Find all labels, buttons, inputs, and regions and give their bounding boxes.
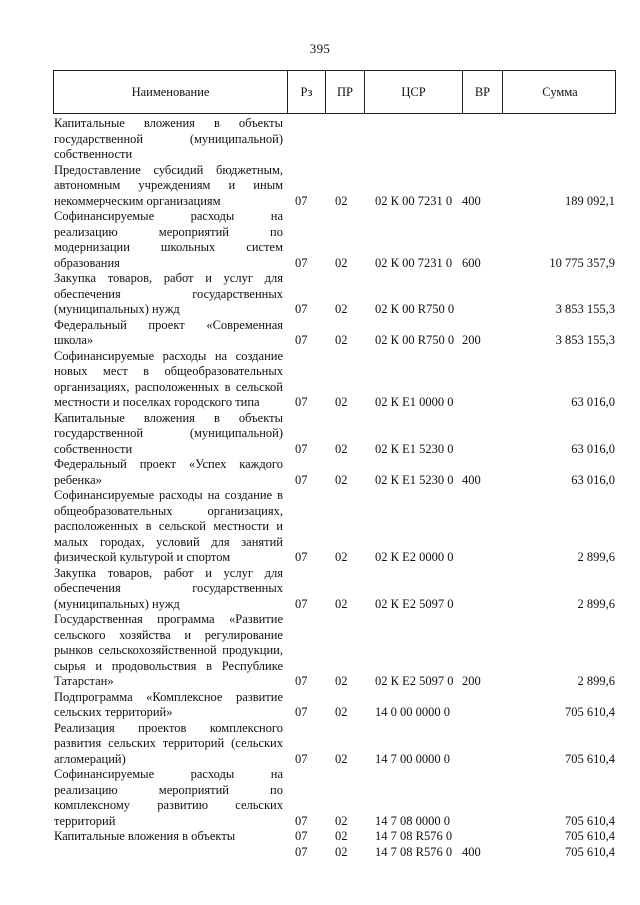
row-sum: 705 610,4 bbox=[565, 844, 615, 859]
header-name: Наименование bbox=[54, 71, 288, 113]
table-row bbox=[53, 566, 616, 613]
row-name: Закупка товаров, работ и услуг для обеспечения государственных (муниципальных) нужд bbox=[54, 271, 283, 316]
table-row bbox=[53, 349, 616, 411]
row-name: Софинансируемые расходы на создание в общеобразовательных организациях, расположенных в сельской местности и малых городах, условий для занятий физической культурой и спортом bbox=[54, 488, 283, 564]
row-pr: 02 bbox=[335, 829, 348, 843]
row-pr bbox=[325, 116, 364, 163]
row-rz: 07 bbox=[295, 550, 308, 564]
table-row bbox=[53, 163, 616, 210]
budget-table bbox=[53, 70, 616, 860]
row-pr: 02 bbox=[335, 596, 348, 611]
row-sum bbox=[502, 116, 616, 163]
row-csr: 02 К Е1 0000 0 bbox=[375, 395, 454, 409]
row-name: Федеральный проект «Успех каждого ребенка» bbox=[54, 457, 283, 487]
row-csr: 14 7 08 0000 0 bbox=[375, 813, 450, 828]
row-pr: 02 bbox=[335, 302, 348, 316]
header-csr: ЦСР bbox=[365, 71, 463, 113]
row-pr: 02 bbox=[335, 751, 348, 766]
row-csr: 02 К Е2 5097 0 bbox=[375, 596, 454, 611]
row-vr: 400 bbox=[462, 844, 481, 859]
row-name: Софинансируемые расходы на создание новых мест в общеобразовательных организациях, расположенных в сельской местности и поселках городского типа bbox=[54, 348, 283, 409]
row-vr: 200 bbox=[462, 674, 481, 688]
table-row bbox=[53, 457, 616, 488]
row-rz: 07 bbox=[295, 674, 308, 688]
row-pr: 02 bbox=[335, 813, 348, 828]
row-name: Предоставление субсидий бюджетным, автономным учреждениям и иным некоммерческим организациям bbox=[54, 162, 283, 208]
row-rz: 07 bbox=[295, 844, 308, 859]
row-pr: 02 bbox=[335, 844, 348, 859]
table-header bbox=[53, 70, 616, 114]
row-vr bbox=[462, 566, 502, 613]
row-vr: 600 bbox=[462, 255, 481, 270]
page-number: 395 bbox=[309, 41, 331, 56]
row-name: Подпрограмма «Комплексное развитие сельских территорий» bbox=[54, 689, 283, 719]
row-csr: 02 К Е2 5097 0 bbox=[375, 674, 454, 688]
row-csr: 02 К Е1 5230 0 bbox=[375, 441, 454, 456]
row-sum: 705 610,4 bbox=[565, 705, 615, 719]
row-sum: 63 016,0 bbox=[571, 441, 615, 456]
row-csr: 14 7 00 0000 0 bbox=[375, 751, 450, 766]
row-name: Софинансируемые расходы на реализацию мероприятий по модернизации школьных систем образования bbox=[54, 209, 283, 270]
row-pr: 02 bbox=[335, 193, 348, 208]
table-row bbox=[53, 829, 616, 845]
row-sum: 2 899,6 bbox=[577, 596, 615, 611]
row-csr: 02 К 00 7231 0 bbox=[375, 193, 453, 208]
table-row bbox=[53, 318, 616, 349]
row-csr: 02 К Е1 5230 0 bbox=[375, 472, 454, 487]
table-row bbox=[53, 767, 616, 829]
row-name: Закупка товаров, работ и услуг для обеспечения государственных (муниципальных) нужд bbox=[54, 565, 283, 611]
row-sum: 189 092,1 bbox=[565, 193, 615, 208]
row-name: Капитальные вложения в объекты bbox=[54, 829, 236, 843]
table-row bbox=[53, 116, 616, 163]
row-vr bbox=[462, 116, 502, 163]
row-csr: 02 К 00 7231 0 bbox=[375, 255, 453, 270]
row-rz: 07 bbox=[295, 255, 308, 270]
row-name: Капитальные вложения в объекты государственной (муниципальной) собственности bbox=[54, 410, 283, 456]
row-rz: 07 bbox=[295, 751, 308, 766]
table-row bbox=[53, 612, 616, 690]
row-vr: 400 bbox=[462, 193, 481, 208]
table-row bbox=[53, 690, 616, 721]
row-rz: 07 bbox=[295, 829, 308, 843]
table-row bbox=[53, 411, 616, 458]
row-sum: 63 016,0 bbox=[571, 395, 615, 409]
row-pr: 02 bbox=[335, 395, 348, 409]
row-pr: 02 bbox=[335, 550, 348, 564]
row-pr: 02 bbox=[335, 255, 348, 270]
header-rz: Рз bbox=[288, 71, 326, 113]
row-rz: 07 bbox=[295, 333, 308, 347]
row-rz: 07 bbox=[295, 193, 308, 208]
row-rz bbox=[287, 116, 325, 163]
header-vr: ВР bbox=[463, 71, 503, 113]
table-row bbox=[53, 209, 616, 271]
table-row bbox=[53, 845, 616, 861]
row-sum: 63 016,0 bbox=[571, 472, 615, 487]
row-rz: 07 bbox=[295, 441, 308, 456]
row-csr: 14 0 00 0000 0 bbox=[375, 705, 450, 719]
row-sum: 705 610,4 bbox=[565, 751, 615, 766]
row-pr: 02 bbox=[335, 472, 348, 487]
row-sum: 705 610,4 bbox=[565, 813, 615, 828]
row-sum: 3 853 155,3 bbox=[555, 333, 615, 347]
row-vr: 400 bbox=[462, 472, 481, 487]
table-body bbox=[53, 116, 616, 860]
row-csr: 14 7 08 R576 0 bbox=[375, 829, 453, 843]
row-csr: 14 7 08 R576 0 bbox=[375, 844, 453, 859]
row-sum: 3 853 155,3 bbox=[555, 302, 615, 316]
row-csr bbox=[364, 116, 462, 163]
row-vr: 200 bbox=[462, 333, 481, 347]
row-name: Капитальные вложения в объекты государственной (муниципальной) собственности bbox=[54, 116, 283, 161]
row-rz: 07 bbox=[295, 705, 308, 719]
row-name bbox=[53, 845, 287, 861]
row-vr bbox=[462, 690, 502, 721]
row-sum: 10 775 357,9 bbox=[549, 255, 615, 270]
row-sum: 2 899,6 bbox=[577, 674, 615, 688]
row-rz: 07 bbox=[295, 472, 308, 487]
row-pr: 02 bbox=[335, 333, 348, 347]
row-name: Реализация проектов комплексного развития сельских территорий (сельских агломераций) bbox=[54, 720, 283, 766]
row-vr bbox=[462, 349, 502, 411]
row-vr bbox=[462, 721, 502, 768]
row-name: Федеральный проект «Современная школа» bbox=[54, 317, 283, 347]
row-rz: 07 bbox=[295, 395, 308, 409]
row-pr: 02 bbox=[335, 441, 348, 456]
row-sum: 2 899,6 bbox=[577, 550, 615, 564]
row-name: Государственная программа «Развитие сельского хозяйства и регулирование рынков сельскохозяйственной продукции, сырья и продовольствия в Республике Татарстан» bbox=[54, 612, 283, 688]
row-sum: 705 610,4 bbox=[565, 829, 615, 843]
row-name: Софинансируемые расходы на реализацию мероприятий по комплексному развитию сельских территорий bbox=[54, 767, 283, 828]
row-csr: 02 К 00 R750 0 bbox=[375, 302, 455, 316]
row-pr: 02 bbox=[335, 674, 348, 688]
row-vr bbox=[462, 767, 502, 829]
row-rz: 07 bbox=[295, 596, 308, 611]
row-vr bbox=[462, 271, 502, 318]
row-vr bbox=[462, 488, 502, 566]
row-pr: 02 bbox=[335, 705, 348, 719]
row-rz: 07 bbox=[295, 302, 308, 316]
row-vr bbox=[462, 411, 502, 458]
row-csr: 02 К 00 R750 0 bbox=[375, 333, 455, 347]
row-vr bbox=[462, 829, 502, 845]
table-row bbox=[53, 271, 616, 318]
header-sum: Сумма bbox=[542, 84, 578, 99]
table-row bbox=[53, 488, 616, 566]
row-csr: 02 К Е2 0000 0 bbox=[375, 550, 454, 564]
table-row bbox=[53, 721, 616, 768]
row-rz: 07 bbox=[295, 813, 308, 828]
header-pr: ПР bbox=[326, 71, 365, 113]
